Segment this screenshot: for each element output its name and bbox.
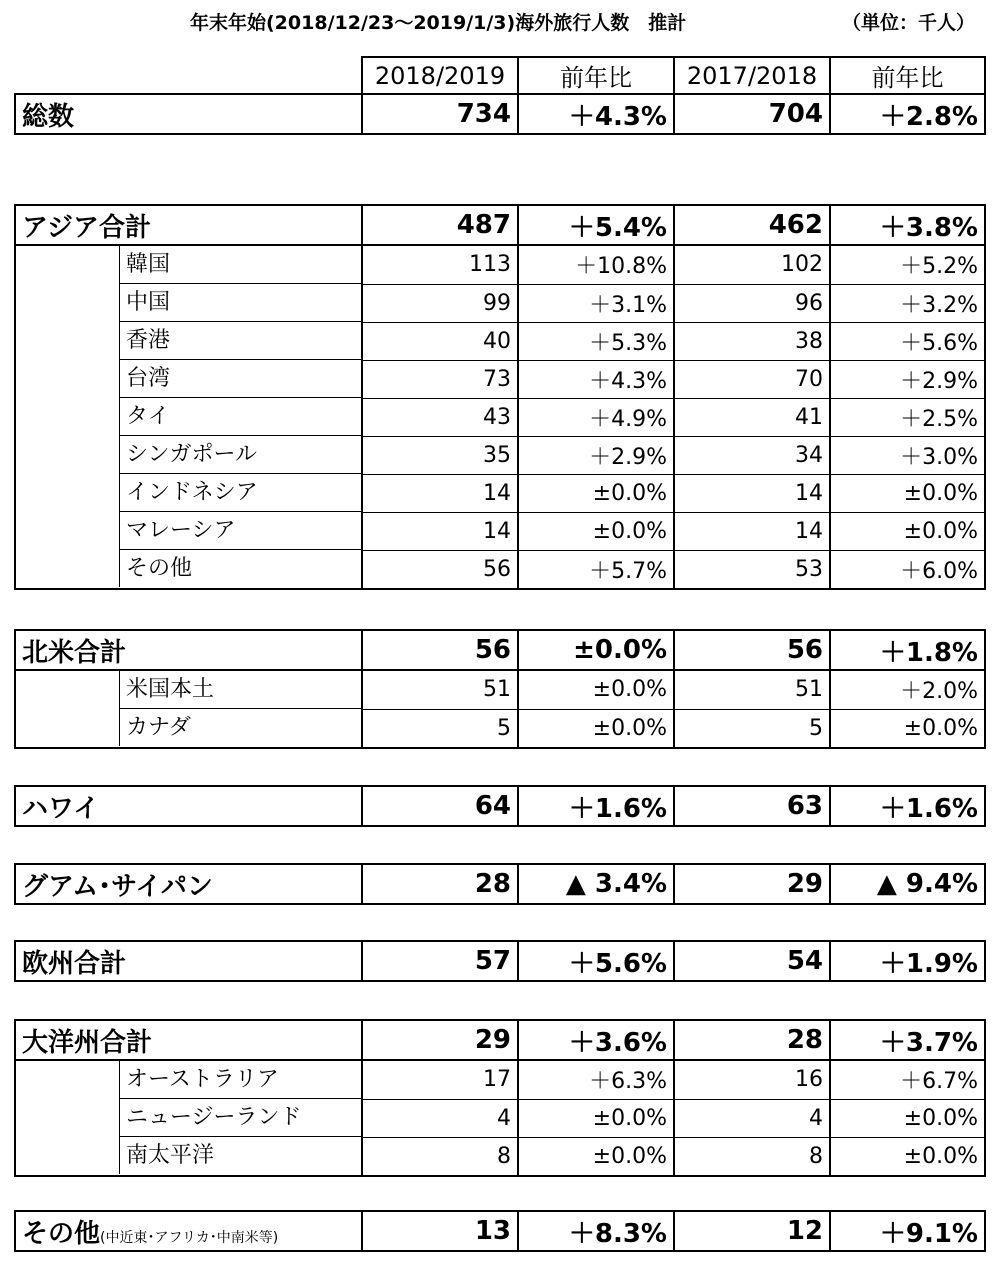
value-2017-2018: 53 [674, 550, 830, 589]
north-america-table [14, 629, 986, 749]
value-2017-2018: 29 [674, 864, 830, 904]
header-yoy-1: 前年比 [518, 57, 674, 94]
value-2017-2018: 16 [674, 1060, 830, 1099]
oceania-table [14, 1019, 986, 1177]
table-row [15, 709, 985, 748]
table-row [15, 670, 985, 709]
yoy-2018-2019: ±0.0% [518, 474, 674, 512]
yoy-2018-2019: ＋5.6% [518, 941, 674, 981]
table-row [15, 436, 985, 474]
oceania-total-row [15, 1020, 985, 1060]
row-label: タイ [119, 398, 361, 436]
yoy-2018-2019: ＋4.9% [518, 398, 674, 436]
yoy-2017-2018: ＋3.8% [830, 205, 985, 245]
north-america-total-row [15, 630, 985, 670]
yoy-2018-2019: ＋8.3% [518, 1211, 674, 1251]
yoy-2018-2019: ＋5.7% [518, 550, 674, 589]
yoy-2017-2018: ±0.0% [830, 1099, 985, 1137]
value-2017-2018: 704 [674, 94, 830, 134]
yoy-2018-2019: ±0.0% [518, 670, 674, 709]
yoy-2017-2018: ＋2.8% [830, 94, 985, 134]
yoy-2017-2018: ▲ 9.4% [830, 864, 985, 904]
value-2018-2019: 29 [362, 1020, 518, 1060]
value-2018-2019: 14 [362, 474, 518, 512]
row-label: 中国 [119, 284, 361, 322]
page-title: 年末年始(2018/12/23～2019/1/3)海外旅行人数 推計 [190, 12, 687, 34]
yoy-2018-2019: ＋3.6% [518, 1020, 674, 1060]
row-label: インドネシア [119, 474, 361, 512]
yoy-2017-2018: ＋9.1% [830, 1211, 985, 1251]
value-2017-2018: 462 [674, 205, 830, 245]
value-2018-2019: 5 [362, 709, 518, 748]
yoy-2018-2019: ±0.0% [518, 630, 674, 670]
row-label: 米国本土 [119, 671, 361, 709]
yoy-2017-2018: ＋6.7% [830, 1060, 985, 1099]
value-2017-2018: 8 [674, 1137, 830, 1176]
value-2017-2018: 96 [674, 284, 830, 322]
value-2018-2019: 4 [362, 1099, 518, 1137]
header-yoy-2: 前年比 [830, 57, 985, 94]
row-label: ニュージーランド [119, 1099, 361, 1137]
yoy-2017-2018: ＋2.0% [830, 670, 985, 709]
row-label: ハワイ [15, 786, 362, 826]
yoy-2017-2018: ＋1.9% [830, 941, 985, 981]
unit-label: （単位：千人） [842, 12, 976, 34]
value-2018-2019: 56 [362, 550, 518, 589]
row-label: グアム･サイパン [15, 864, 362, 904]
value-2017-2018: 14 [674, 512, 830, 550]
table-row [15, 550, 985, 589]
row-label: 大洋州合計 [15, 1020, 362, 1060]
yoy-2018-2019: ±0.0% [518, 1137, 674, 1176]
yoy-2017-2018: ＋3.0% [830, 436, 985, 474]
row-label: 韓国 [119, 246, 361, 284]
hawaii-row [15, 786, 985, 826]
row-label: 香港 [119, 322, 361, 360]
total-table [14, 56, 986, 135]
yoy-2018-2019: ＋10.8% [518, 245, 674, 284]
header-2017-2018: 2017/2018 [674, 57, 830, 94]
yoy-2018-2019: ±0.0% [518, 512, 674, 550]
table-row [15, 1060, 985, 1099]
header-row [15, 57, 985, 94]
value-2017-2018: 34 [674, 436, 830, 474]
value-2018-2019: 487 [362, 205, 518, 245]
yoy-2018-2019: ±0.0% [518, 709, 674, 748]
value-2018-2019: 43 [362, 398, 518, 436]
value-2017-2018: 70 [674, 360, 830, 398]
value-2017-2018: 14 [674, 474, 830, 512]
value-2018-2019: 99 [362, 284, 518, 322]
value-2017-2018: 102 [674, 245, 830, 284]
row-label: カナダ [119, 709, 361, 746]
table-row [15, 1137, 985, 1176]
value-2018-2019: 8 [362, 1137, 518, 1176]
table-row [15, 398, 985, 436]
value-2018-2019: 73 [362, 360, 518, 398]
table-row [15, 474, 985, 512]
value-2017-2018: 51 [674, 670, 830, 709]
others-label-cell [15, 1211, 362, 1251]
table-row [15, 245, 985, 284]
asia-table [14, 204, 986, 590]
value-2018-2019: 13 [362, 1211, 518, 1251]
yoy-2018-2019: ▲ 3.4% [518, 864, 674, 904]
value-2018-2019: 14 [362, 512, 518, 550]
guam-table [14, 863, 986, 905]
row-label: 台湾 [119, 360, 361, 398]
value-2018-2019: 56 [362, 630, 518, 670]
yoy-2017-2018: ＋5.6% [830, 322, 985, 360]
yoy-2017-2018: ＋1.6% [830, 786, 985, 826]
yoy-2017-2018: ±0.0% [830, 512, 985, 550]
hawaii-table [14, 785, 986, 827]
value-2017-2018: 63 [674, 786, 830, 826]
yoy-2017-2018: ＋6.0% [830, 550, 985, 589]
table-row [15, 322, 985, 360]
yoy-2017-2018: ＋2.9% [830, 360, 985, 398]
row-label: 欧州合計 [15, 941, 362, 981]
row-label: 北米合計 [15, 630, 362, 670]
europe-table [14, 940, 986, 982]
europe-row [15, 941, 985, 981]
guam-row [15, 864, 985, 904]
others-table [14, 1210, 986, 1252]
table-row [15, 512, 985, 550]
others-row [15, 1211, 985, 1251]
yoy-2018-2019: ±0.0% [518, 1099, 674, 1137]
value-2017-2018: 28 [674, 1020, 830, 1060]
row-label: その他 [22, 1218, 101, 1249]
yoy-2017-2018: ＋3.7% [830, 1020, 985, 1060]
yoy-2018-2019: ＋3.1% [518, 284, 674, 322]
value-2018-2019: 734 [362, 94, 518, 134]
value-2018-2019: 28 [362, 864, 518, 904]
value-2018-2019: 113 [362, 245, 518, 284]
row-label: 南太平洋 [119, 1137, 361, 1174]
total-row [15, 94, 985, 134]
yoy-2017-2018: ±0.0% [830, 474, 985, 512]
yoy-2017-2018: ±0.0% [830, 709, 985, 748]
value-2018-2019: 51 [362, 670, 518, 709]
value-2017-2018: 41 [674, 398, 830, 436]
yoy-2018-2019: ＋4.3% [518, 360, 674, 398]
row-label: アジア合計 [15, 205, 362, 245]
row-label: オーストラリア [119, 1061, 361, 1099]
yoy-2017-2018: ＋3.2% [830, 284, 985, 322]
table-row [15, 1099, 985, 1137]
asia-total-row [15, 205, 985, 245]
row-label: シンガポール [119, 436, 361, 474]
yoy-2017-2018: ＋1.8% [830, 630, 985, 670]
value-2018-2019: 64 [362, 786, 518, 826]
table-row [15, 360, 985, 398]
value-2018-2019: 35 [362, 436, 518, 474]
yoy-2018-2019: ＋5.3% [518, 322, 674, 360]
yoy-2018-2019: ＋2.9% [518, 436, 674, 474]
value-2018-2019: 40 [362, 322, 518, 360]
value-2017-2018: 56 [674, 630, 830, 670]
value-2018-2019: 17 [362, 1060, 518, 1099]
value-2017-2018: 4 [674, 1099, 830, 1137]
row-label: 総数 [15, 94, 362, 134]
header-2018-2019: 2018/2019 [362, 57, 518, 94]
row-label-note: (中近東･アフリカ･中南米等) [100, 1229, 279, 1246]
yoy-2017-2018: ＋2.5% [830, 398, 985, 436]
value-2017-2018: 5 [674, 709, 830, 748]
row-label: その他 [119, 550, 361, 587]
value-2017-2018: 12 [674, 1211, 830, 1251]
yoy-2018-2019: ＋1.6% [518, 786, 674, 826]
yoy-2017-2018: ±0.0% [830, 1137, 985, 1176]
row-label: マレーシア [119, 512, 361, 550]
value-2017-2018: 38 [674, 322, 830, 360]
table-row [15, 284, 985, 322]
yoy-2017-2018: ＋5.2% [830, 245, 985, 284]
yoy-2018-2019: ＋5.4% [518, 205, 674, 245]
yoy-2018-2019: ＋4.3% [518, 94, 674, 134]
value-2018-2019: 57 [362, 941, 518, 981]
yoy-2018-2019: ＋6.3% [518, 1060, 674, 1099]
value-2017-2018: 54 [674, 941, 830, 981]
